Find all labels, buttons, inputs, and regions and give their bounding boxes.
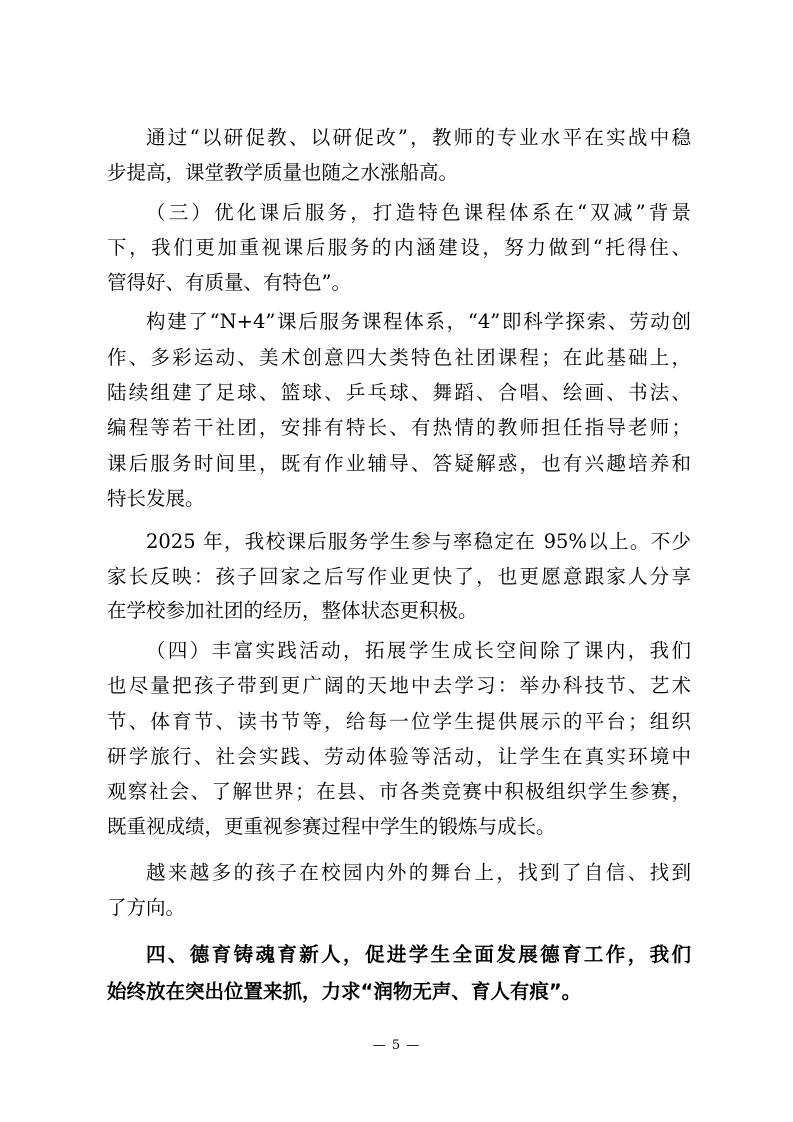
paragraph-line: 家长反映：孩子回家之后写作业更快了，也更愿意跟家人分享 xyxy=(107,565,691,588)
paragraph-line: 2025 年，我校课后服务学生参与率稳定在 95%以上。不少 xyxy=(146,530,691,553)
paragraph-line: 陆续组建了足球、篮球、乒乓球、舞蹈、合唱、绘画、书法、 xyxy=(107,381,691,404)
paragraph-line: （四）丰富实践活动，拓展学生成长空间除了课内，我们 xyxy=(146,639,691,662)
paragraph-line: 节、体育节、读书节等，给每一位学生提供展示的平台；组织 xyxy=(107,710,691,733)
paragraph-line: 在学校参加社团的经历，整体状态更积极。 xyxy=(107,599,478,622)
paragraph-line: 也尽量把孩子带到更广阔的天地中去学习：举办科技节、艺术 xyxy=(107,674,691,697)
section-heading-line: 四、德育铸魂育新人，促进学生全面发展德育工作，我们 xyxy=(146,943,691,966)
paragraph-line: 课后服务时间里，既有作业辅导、答疑解惑，也有兴趣培养和 xyxy=(107,452,691,475)
paragraph-line: 构建了“N+4”课后服务课程体系，“4”即科学探索、劳动创 xyxy=(146,310,691,333)
paragraph-line: 通过“以研促教、以研促改”，教师的专业水平在实战中稳 xyxy=(146,126,691,149)
paragraph-line: 既重视成绩，更重视参赛过程中学生的锻炼与成长。 xyxy=(107,815,556,838)
paragraph-line: 步提高，课堂教学质量也随之水涨船高。 xyxy=(107,161,459,184)
paragraph-line: 管得好、有质量、有特色”。 xyxy=(107,271,351,294)
page-number: — 5 — xyxy=(372,1038,421,1053)
paragraph-line: 了方向。 xyxy=(107,896,186,919)
paragraph-line: 特长发展。 xyxy=(107,487,205,510)
paragraph-line: 观察社会、了解世界；在县、市各类竞赛中积极组织学生参赛， xyxy=(107,780,691,803)
paragraph-line: 研学旅行、社会实践、劳动体验等活动，让学生在真实环境中 xyxy=(107,745,691,768)
section-heading-line: 始终放在突出位置来抓，力求“润物无声、育人有痕”。 xyxy=(107,980,582,1003)
paragraph-line: 下，我们更加重视课后服务的内涵建设，努力做到“托得住、 xyxy=(107,236,691,259)
paragraph-line: 越来越多的孩子在校园内外的舞台上，找到了自信、找到 xyxy=(146,861,691,884)
paragraph-line: （三）优化课后服务，打造特色课程体系在“双减”背景 xyxy=(146,201,691,224)
paragraph-line: 作、多彩运动、美术创意四大类特色社团课程；在此基础上， xyxy=(107,346,691,369)
paragraph-line: 编程等若干社团，安排有特长、有热情的教师担任指导老师； xyxy=(107,416,691,439)
